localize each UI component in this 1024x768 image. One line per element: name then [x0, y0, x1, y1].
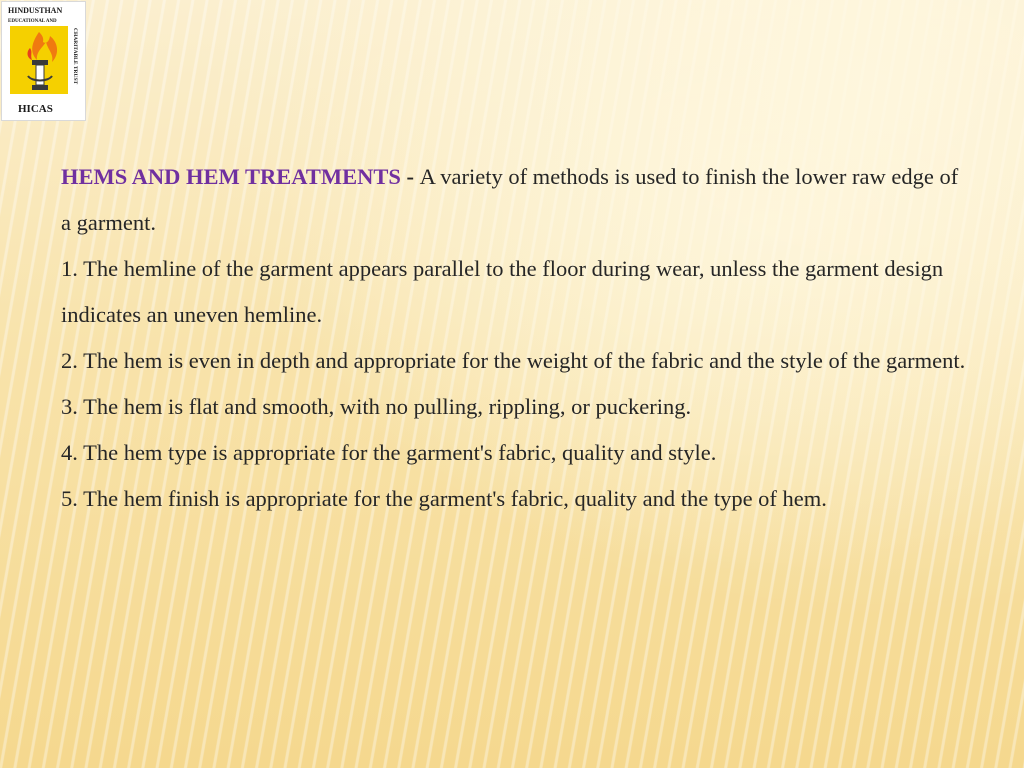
intro-paragraph: [61, 154, 971, 246]
logo-bottom-text: HICAS: [18, 103, 53, 115]
slide-body: [61, 154, 971, 522]
list-item: 3. The hem is flat and smooth, with no pulling, rippling, or puckering.: [61, 394, 692, 419]
heading-separator: -: [400, 164, 420, 189]
list-item: 2. The hem is even in depth and appropriate for the weight of the fabric and the style of the garment.: [61, 348, 966, 373]
logo-top-text-1: HINDUSTHAN: [8, 6, 63, 15]
intro-text: A variety of methods is used to finish the lower raw edge of a garment.: [61, 164, 959, 235]
list-item: 4. The hem type is appropriate for the garment's fabric, quality and style.: [61, 440, 717, 465]
list-item: 1. The hemline of the garment appears parallel to the floor during wear, unless the garment design indicates an uneven hemline.: [61, 256, 944, 327]
logo-side-text: CHARITABLE TRUST: [72, 28, 78, 85]
logo-top-text-2: EDUCATIONAL AND: [8, 19, 57, 24]
hicas-logo: [1, 1, 86, 121]
list-item: 5. The hem finish is appropriate for the garment's fabric, quality and the type of hem.: [61, 486, 827, 511]
hicas-logo-graphic: [2, 2, 85, 120]
slide-heading: HEMS AND HEM TREATMENTS: [61, 164, 401, 189]
